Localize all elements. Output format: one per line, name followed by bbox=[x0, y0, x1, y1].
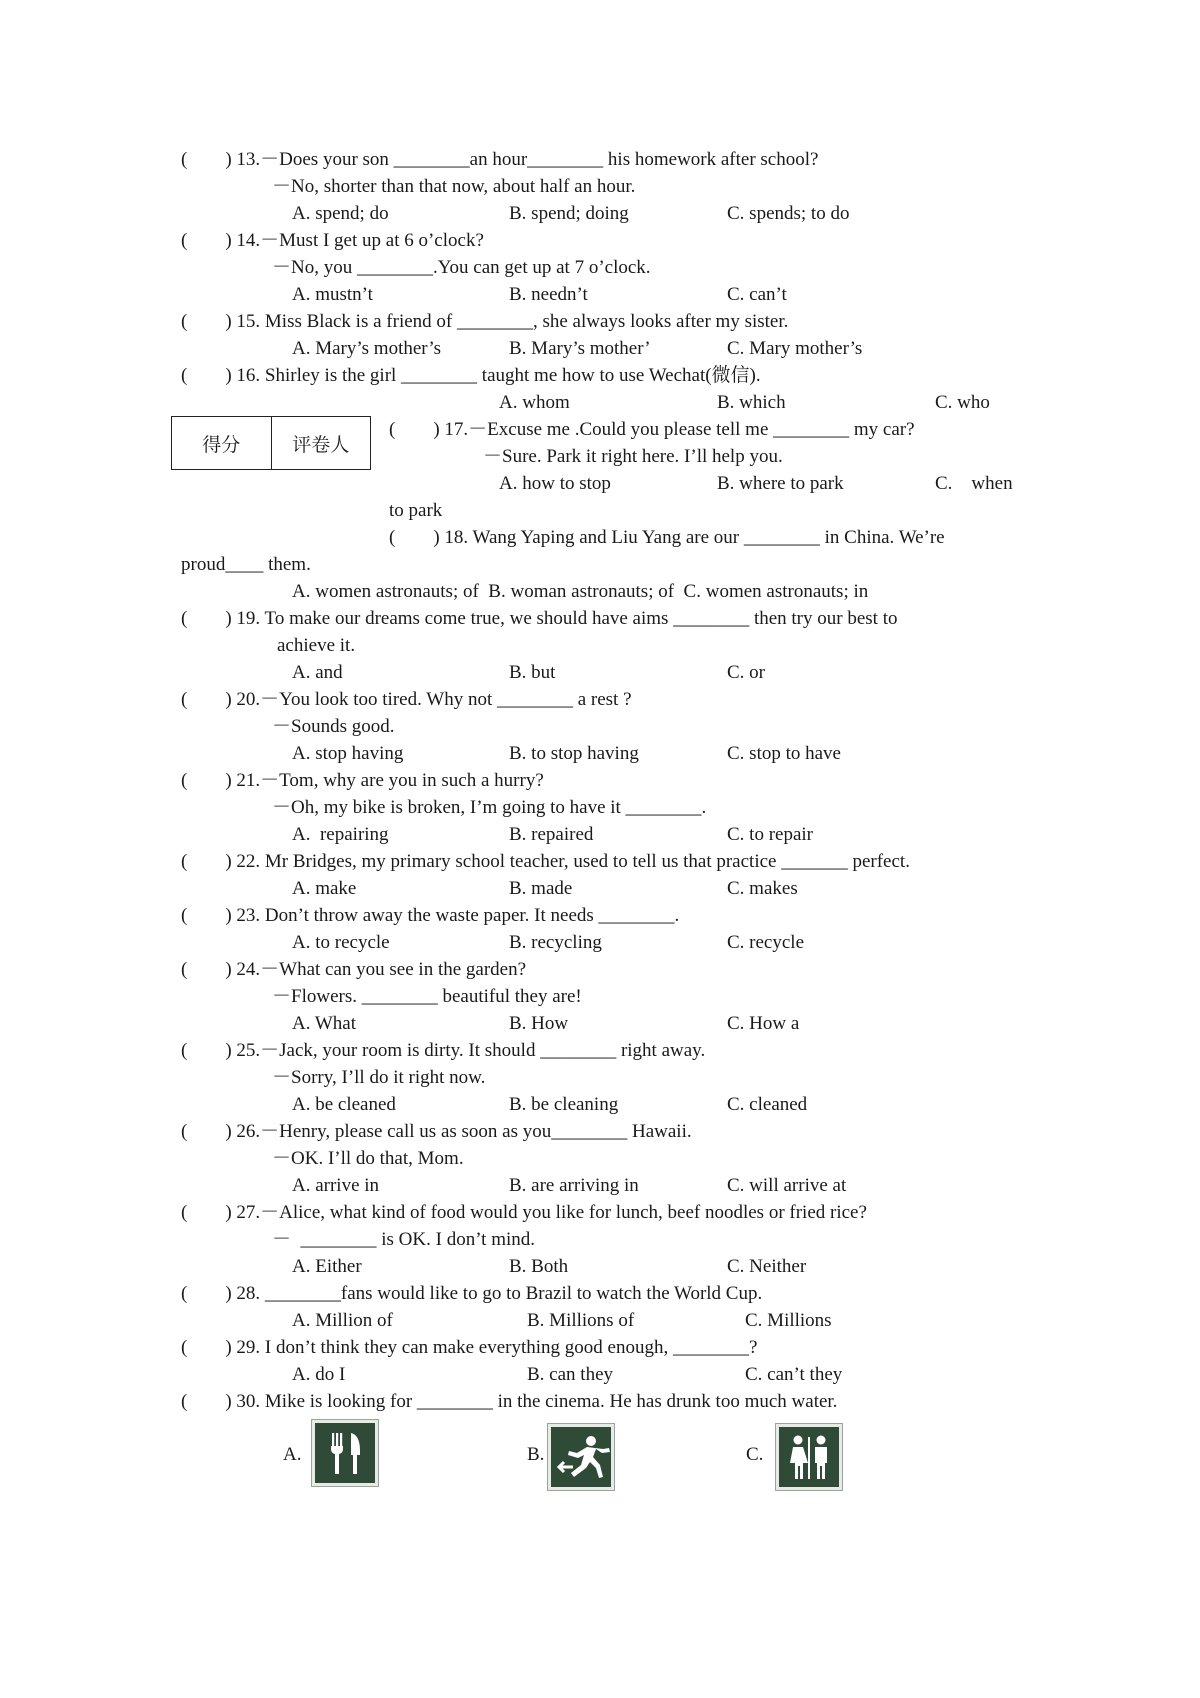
q30-option-b-label: B. bbox=[527, 1444, 545, 1465]
q28-option-a: A. Million of bbox=[292, 1310, 393, 1331]
q17-option-c-continued: to park bbox=[389, 500, 443, 521]
q24-option-b: B. How bbox=[509, 1013, 569, 1034]
question-19-stem: ( ) 19. To make our dreams come true, we should have aims ________ then try our best to bbox=[181, 608, 898, 629]
q27-option-c: C. Neither bbox=[727, 1256, 807, 1277]
question-29-stem: ( ) 29. I don’t think they can make everything good enough, ________? bbox=[181, 1337, 758, 1358]
question-15-stem: ( ) 15. Miss Black is a friend of ________, she always looks after my sister. bbox=[181, 311, 789, 332]
q13-option-c: C. spends; to do bbox=[727, 203, 850, 224]
q21-option-a: A. repairing bbox=[292, 824, 389, 845]
q27-option-b: B. Both bbox=[509, 1256, 569, 1277]
question-17-reply: －Sure. Park it right here. I’ll help you. bbox=[483, 446, 783, 467]
q25-option-a: A. be cleaned bbox=[292, 1094, 396, 1115]
q15-option-b: B. Mary’s mother’ bbox=[509, 338, 651, 359]
question-26-reply: －OK. I’ll do that, Mom. bbox=[272, 1148, 464, 1169]
q20-option-a: A. stop having bbox=[292, 743, 404, 764]
q27-option-a: A. Either bbox=[292, 1256, 362, 1277]
question-20-reply: －Sounds good. bbox=[272, 716, 395, 737]
q24-option-a: A. What bbox=[292, 1013, 357, 1034]
q13-option-a: A. spend; do bbox=[292, 203, 389, 224]
q19-option-a: A. and bbox=[292, 662, 343, 683]
score-label: 得分 bbox=[172, 417, 272, 469]
score-box bbox=[171, 416, 371, 470]
question-24-reply: －Flowers. ________ beautiful they are! bbox=[272, 986, 582, 1007]
question-24-stem: ( ) 24.－What can you see in the garden? bbox=[181, 959, 527, 980]
q14-option-c: C. can’t bbox=[727, 284, 787, 305]
question-21-reply: －Oh, my bike is broken, I’m going to have it ________. bbox=[272, 797, 707, 818]
question-27-reply: － ________ is OK. I don’t mind. bbox=[272, 1229, 536, 1250]
q25-option-c: C. cleaned bbox=[727, 1094, 808, 1115]
q21-option-b: B. repaired bbox=[509, 824, 594, 845]
q29-option-c: C. can’t they bbox=[745, 1364, 843, 1385]
q29-option-a: A. do I bbox=[292, 1364, 346, 1385]
q30-option-c-label: C. bbox=[746, 1444, 764, 1465]
q15-option-c: C. Mary mother’s bbox=[727, 338, 863, 359]
q19-option-c: C. or bbox=[727, 662, 765, 683]
question-16-stem: ( ) 16. Shirley is the girl ________ taught me how to use Wechat(微信). bbox=[181, 365, 761, 386]
question-23-stem: ( ) 23. Don’t throw away the waste paper. It needs ________. bbox=[181, 905, 680, 926]
q17-option-b: B. where to park bbox=[717, 473, 844, 494]
question-14-stem: ( ) 14.－Must I get up at 6 o’clock? bbox=[181, 230, 484, 251]
q16-option-c: C. who bbox=[935, 392, 990, 413]
q26-option-a: A. arrive in bbox=[292, 1175, 380, 1196]
question-25-reply: －Sorry, I’ll do it right now. bbox=[272, 1067, 486, 1088]
q22-option-a: A. make bbox=[292, 878, 357, 899]
q16-option-a: A. whom bbox=[499, 392, 570, 413]
q16-option-b: B. which bbox=[717, 392, 786, 413]
question-17-stem: ( ) 17.－Excuse me .Could you please tell me ________ my car? bbox=[389, 419, 915, 440]
question-26-stem: ( ) 26.－Henry, please call us as soon as you________ Hawaii. bbox=[181, 1121, 692, 1142]
question-19-stem-continued: achieve it. bbox=[277, 635, 356, 656]
q28-option-c: C. Millions bbox=[745, 1310, 832, 1331]
grader-label: 评卷人 bbox=[292, 433, 350, 456]
q23-option-c: C. recycle bbox=[727, 932, 805, 953]
q22-option-c: C. makes bbox=[727, 878, 798, 899]
q20-option-c: C. stop to have bbox=[727, 743, 841, 764]
question-13-reply: －No, shorter than that now, about half an hour. bbox=[272, 176, 636, 197]
question-30-stem: ( ) 30. Mike is looking for ________ in the cinema. He has drunk too much water. bbox=[181, 1391, 838, 1412]
q28-option-b: B. Millions of bbox=[527, 1310, 635, 1331]
question-21-stem: ( ) 21.－Tom, why are you in such a hurry? bbox=[181, 770, 544, 791]
question-20-stem: ( ) 20.－You look too tired. Why not ________ a rest ? bbox=[181, 689, 632, 710]
q29-option-b: B. can they bbox=[527, 1364, 614, 1385]
emergency-exit-icon bbox=[548, 1424, 614, 1490]
q21-option-c: C. to repair bbox=[727, 824, 814, 845]
question-18-stem-continued: proud____ them. bbox=[181, 554, 311, 575]
question-14-reply: －No, you ________.You can get up at 7 o’clock. bbox=[272, 257, 651, 278]
question-28-stem: ( ) 28. ________fans would like to go to Brazil to watch the World Cup. bbox=[181, 1283, 763, 1304]
q18-options: A. women astronauts; of B. woman astronauts; of C. women astronauts; in bbox=[292, 581, 869, 602]
q23-option-b: B. recycling bbox=[509, 932, 602, 953]
q30-option-a-label: A. bbox=[283, 1444, 302, 1465]
restaurant-fork-knife-icon bbox=[312, 1420, 378, 1486]
question-18-stem: ( ) 18. Wang Yaping and Liu Yang are our ________ in China. We’re bbox=[389, 527, 945, 548]
q13-option-b: B. spend; doing bbox=[509, 203, 629, 224]
question-25-stem: ( ) 25.－Jack, your room is dirty. It should ________ right away. bbox=[181, 1040, 706, 1061]
q26-option-c: C. will arrive at bbox=[727, 1175, 847, 1196]
q14-option-b: B. needn’t bbox=[509, 284, 588, 305]
q25-option-b: B. be cleaning bbox=[509, 1094, 619, 1115]
q24-option-c: C. How a bbox=[727, 1013, 800, 1034]
q19-option-b: B. but bbox=[509, 662, 556, 683]
q26-option-b: B. are arriving in bbox=[509, 1175, 639, 1196]
question-22-stem: ( ) 22. Mr Bridges, my primary school teacher, used to tell us that practice _______ perfect. bbox=[181, 851, 910, 872]
q22-option-b: B. made bbox=[509, 878, 573, 899]
restroom-icon bbox=[776, 1424, 842, 1490]
q23-option-a: A. to recycle bbox=[292, 932, 390, 953]
q14-option-a: A. mustn’t bbox=[292, 284, 373, 305]
q15-option-a: A. Mary’s mother’s bbox=[292, 338, 441, 359]
question-27-stem: ( ) 27.－Alice, what kind of food would you like for lunch, beef noodles or fried rice? bbox=[181, 1202, 867, 1223]
q20-option-b: B. to stop having bbox=[509, 743, 639, 764]
question-13-stem: ( ) 13.－Does your son ________an hour________ his homework after school? bbox=[181, 149, 819, 170]
q17-option-a: A. how to stop bbox=[499, 473, 611, 494]
q17-option-c: C. when bbox=[935, 473, 1013, 494]
